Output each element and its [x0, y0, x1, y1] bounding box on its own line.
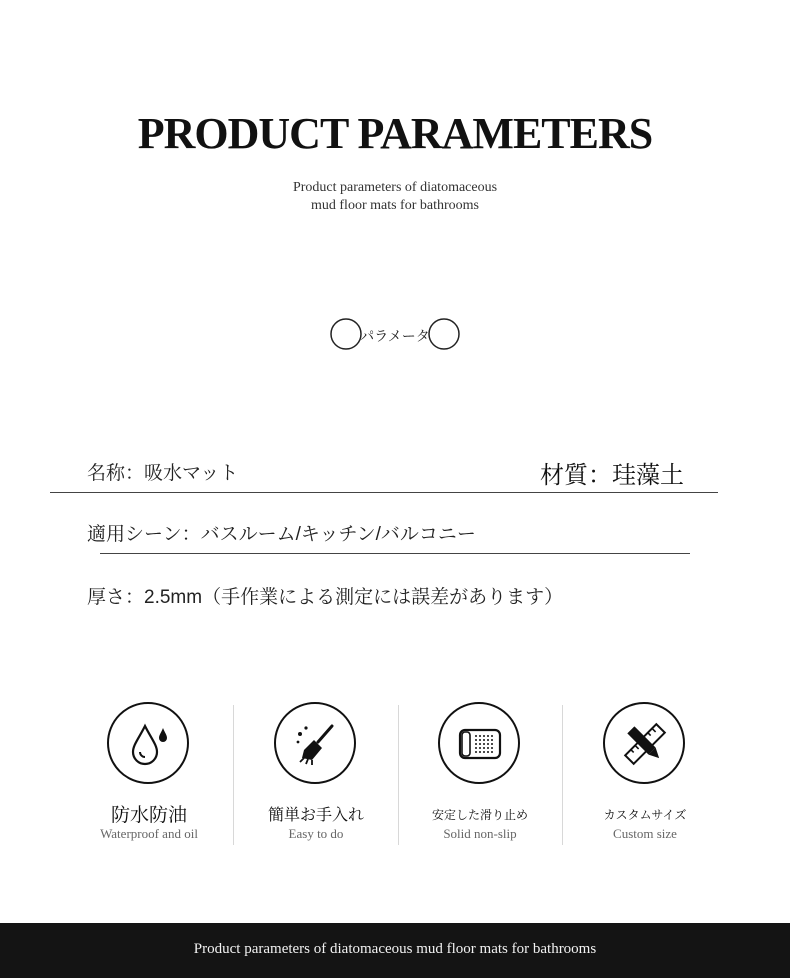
badge-label: パラメータ — [360, 328, 430, 344]
pencil-ruler-icon — [603, 702, 685, 784]
feature-title: 簡単お手入れ — [267, 807, 364, 824]
water-drop-icon — [107, 702, 189, 784]
footer-bar — [0, 923, 790, 978]
feature-subtitle: Solid non-slip — [443, 826, 517, 841]
feature-title: 安定した滑り止め — [431, 808, 528, 822]
feature-custom-size — [563, 700, 727, 850]
param-usage: 適用シーン：バスルーム/キッチン/バルコニー — [87, 524, 476, 545]
feature-easy-clean — [234, 700, 398, 850]
feature-subtitle: Easy to do — [288, 826, 344, 841]
subtitle-line-1: Product parameters of diatomaceous — [292, 180, 498, 195]
feature-title: 防水防油 — [110, 805, 187, 826]
divider — [50, 492, 718, 493]
feature-waterproof — [67, 700, 231, 850]
divider — [100, 553, 690, 554]
footer-text: Product parameters of diatomaceous mud floor mats for bathrooms — [193, 941, 597, 957]
feature-non-slip — [398, 700, 562, 850]
subtitle-line-2: mud floor mats for bathrooms — [311, 198, 479, 213]
param-thickness: 厚さ：2.5mm（手作業による測定には誤差があります） — [87, 587, 564, 608]
param-material: 材質：珪藻土 — [540, 462, 684, 489]
page-title: PRODUCT PARAMETERS — [137, 109, 653, 158]
param-name: 名称：吸水マット — [87, 463, 239, 484]
parameter-badge — [328, 316, 462, 352]
mat-icon — [438, 702, 520, 784]
feature-subtitle: Waterproof and oil — [100, 826, 198, 841]
feature-title: カスタムサイズ — [603, 808, 687, 822]
feature-subtitle: Custom size — [613, 826, 677, 841]
broom-icon — [274, 702, 356, 784]
